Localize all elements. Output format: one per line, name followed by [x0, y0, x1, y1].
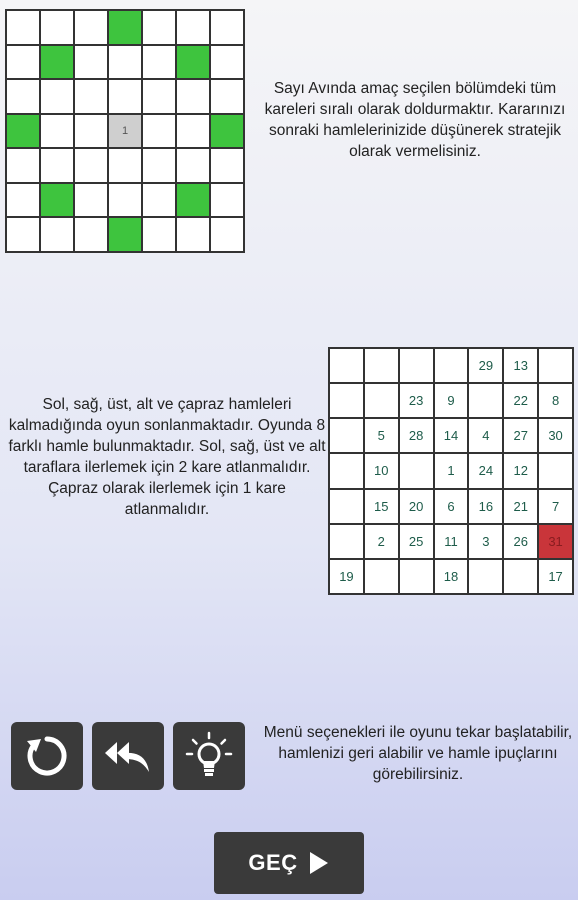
grid-cell: [211, 184, 243, 217]
grid-cell: [41, 149, 73, 182]
empty-cell: [539, 454, 572, 487]
numbered-cell: 29: [469, 349, 502, 382]
grid-cell: [75, 149, 107, 182]
skip-button[interactable]: [214, 832, 364, 894]
skip-label: GEÇ: [248, 850, 298, 875]
grid-cell: [143, 11, 175, 44]
grid-cell: [7, 80, 39, 113]
empty-cell: [539, 349, 572, 382]
example-move-grid: [5, 9, 245, 253]
numbered-cell: 23: [400, 384, 433, 417]
grid-cell: [75, 80, 107, 113]
undo-button[interactable]: [92, 722, 164, 790]
empty-cell: [330, 525, 363, 558]
grid-cell: [143, 115, 175, 148]
numbered-cell: 2: [365, 525, 398, 558]
grid-cell: [143, 149, 175, 182]
numbered-cell: 15: [365, 490, 398, 523]
numbered-cell: 30: [539, 419, 572, 452]
grid-cell: [109, 46, 141, 79]
grid-cell: [75, 218, 107, 251]
example-solution-grid: [328, 347, 574, 595]
empty-cell: [400, 349, 433, 382]
numbered-cell: 12: [504, 454, 537, 487]
grid-cell: [75, 115, 107, 148]
empty-cell: [330, 454, 363, 487]
numbered-cell: 26: [504, 525, 537, 558]
numbered-cell: 27: [504, 419, 537, 452]
move-target-cell: [41, 184, 73, 217]
move-target-cell: [109, 218, 141, 251]
empty-cell: [504, 560, 537, 593]
move-target-cell: [41, 46, 73, 79]
move-target-cell: [109, 11, 141, 44]
move-target-cell: [177, 46, 209, 79]
grid-cell: [109, 149, 141, 182]
numbered-cell: 1: [435, 454, 468, 487]
grid-cell: [41, 115, 73, 148]
grid-cell: [75, 184, 107, 217]
grid-cell: [177, 218, 209, 251]
grid-cell: [211, 80, 243, 113]
numbered-cell: 7: [539, 490, 572, 523]
grid-cell: [177, 80, 209, 113]
numbered-cell: 9: [435, 384, 468, 417]
numbered-cell: 18: [435, 560, 468, 593]
numbered-cell: 24: [469, 454, 502, 487]
grid-cell: [143, 80, 175, 113]
grid-cell: [7, 149, 39, 182]
grid-cell: [7, 218, 39, 251]
menu-description: Menü seçenekleri ile oyunu tekar başlatabilir, hamlenizi geri alabilir ve hamle ipuçlarını görebilirsiniz.: [263, 724, 573, 783]
restart-button[interactable]: [11, 722, 83, 790]
grid-cell: [109, 184, 141, 217]
empty-cell: [469, 384, 502, 417]
grid-cell: [177, 149, 209, 182]
empty-cell: [330, 490, 363, 523]
grid-cell: [143, 46, 175, 79]
move-target-cell: [177, 184, 209, 217]
numbered-cell: 3: [469, 525, 502, 558]
grid-cell: [177, 115, 209, 148]
grid-cell: [41, 11, 73, 44]
numbered-cell: 17: [539, 560, 572, 593]
empty-cell: [365, 560, 398, 593]
numbered-cell: 14: [435, 419, 468, 452]
numbered-cell: 10: [365, 454, 398, 487]
numbered-cell: 13: [504, 349, 537, 382]
numbered-cell: 4: [469, 419, 502, 452]
grid-cell: [41, 218, 73, 251]
undo-all-icon: [103, 736, 153, 776]
grid-cell: [177, 11, 209, 44]
empty-cell: [469, 560, 502, 593]
numbered-cell: 5: [365, 419, 398, 452]
numbered-cell: 11: [435, 525, 468, 558]
grid-cell: [211, 149, 243, 182]
numbered-cell: 28: [400, 419, 433, 452]
empty-cell: [330, 384, 363, 417]
numbered-cell: 16: [469, 490, 502, 523]
hint-button[interactable]: [173, 722, 245, 790]
numbered-cell: 21: [504, 490, 537, 523]
numbered-cell: 8: [539, 384, 572, 417]
grid-cell: [211, 46, 243, 79]
goal-description: Sayı Avında amaç seçilen bölümdeki tüm kareleri sıralı olarak doldurmaktır. Kararınızı sonraki hamlelerinizide düşünerek stratejik olarak vermelisiniz.: [264, 80, 566, 160]
empty-cell: [435, 349, 468, 382]
grid-cell: [7, 184, 39, 217]
empty-cell: [400, 454, 433, 487]
numbered-cell: 20: [400, 490, 433, 523]
grid-cell: [143, 218, 175, 251]
numbered-cell: 25: [400, 525, 433, 558]
rules-description: Sol, sağ, üst, alt ve çapraz hamleleri kalmadığında oyun sonlanmaktadır. Oyunda 8 farklı hamle bulunmaktadır. Sol, sağ, üst ve alt taraflara ilerlemek için 2 kare atlanmalıdır. Çapraz olarak ilerlemek için 1 kare atlanmalıdır.: [8, 396, 326, 518]
numbered-cell: 6: [435, 490, 468, 523]
grid-cell: [7, 11, 39, 44]
grid-cell: [211, 218, 243, 251]
grid-cell: [211, 11, 243, 44]
numbered-cell: 19: [330, 560, 363, 593]
numbered-cell: 22: [504, 384, 537, 417]
grid-cell: [7, 46, 39, 79]
play-icon: [308, 850, 330, 876]
lightbulb-icon: [185, 731, 233, 781]
move-target-cell: [7, 115, 39, 148]
restart-icon: [24, 733, 70, 779]
grid-cell: [75, 46, 107, 79]
empty-cell: [365, 349, 398, 382]
current-cell: 1: [109, 115, 141, 148]
empty-cell: [400, 560, 433, 593]
move-target-cell: [211, 115, 243, 148]
empty-cell: [330, 419, 363, 452]
grid-cell: [41, 80, 73, 113]
empty-cell: [330, 349, 363, 382]
grid-cell: [75, 11, 107, 44]
grid-cell: [109, 80, 141, 113]
empty-cell: [365, 384, 398, 417]
last-move-cell: 31: [539, 525, 572, 558]
grid-cell: [143, 184, 175, 217]
